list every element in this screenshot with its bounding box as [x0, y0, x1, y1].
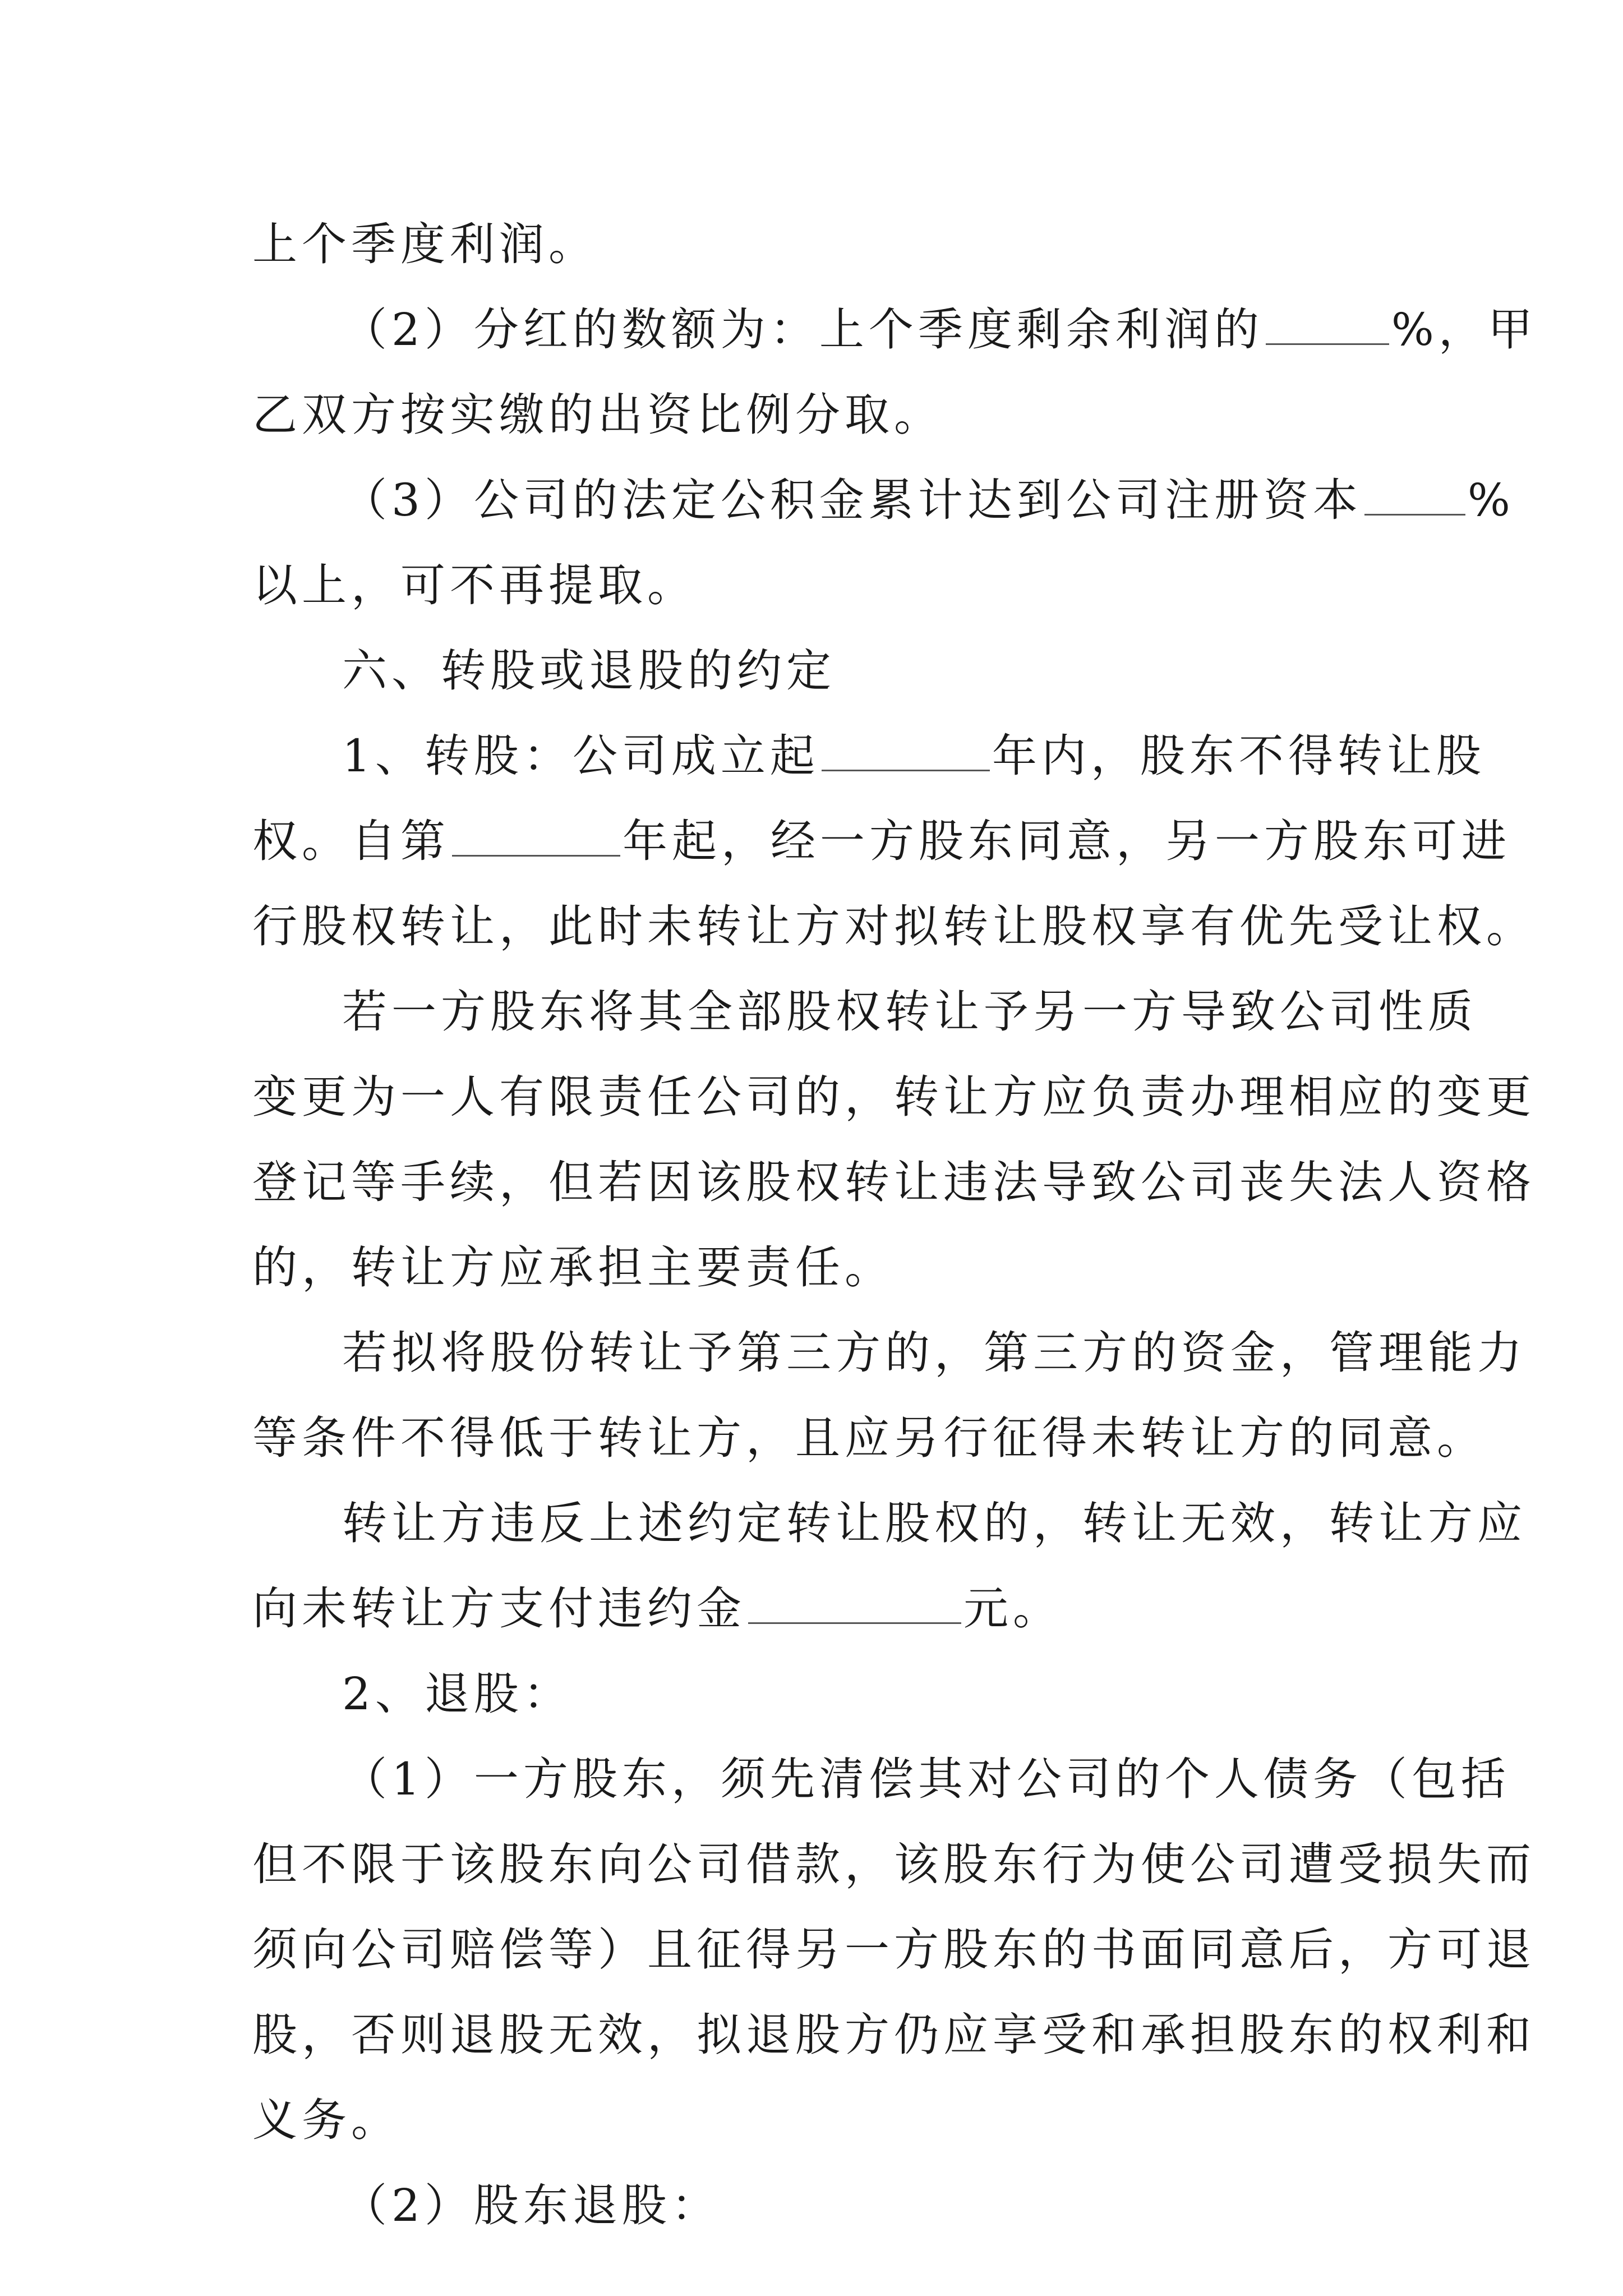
text-segment: （3）公司的法定公积金累计达到公司注册资本	[342, 474, 1362, 526]
text-line: 若拟将股份转让予第三方的，第三方的资金，管理能力	[342, 1327, 1527, 1379]
fill-blank[interactable]	[748, 1586, 961, 1624]
text-line: 义务。	[252, 2094, 400, 2146]
paragraph-share-transfer	[252, 714, 1486, 799]
text-line	[252, 799, 1511, 884]
text-line: 但不限于该股东向公司借款，该股东行为使公司遭受损失而	[252, 1838, 1536, 1890]
text-line: 的，转让方应承担主要责任。	[252, 1241, 894, 1294]
fill-blank[interactable]	[822, 734, 990, 771]
fill-blank[interactable]	[1364, 478, 1465, 516]
text-line: 股，否则退股无效，拟退股方仍应享受和承担股东的权利和	[252, 2009, 1536, 2061]
text-segment: 1、转股：公司成立起	[342, 730, 819, 782]
text-line: 以上，可不再提取。	[252, 559, 697, 611]
text-line: 行股权转让，此时未转让方对拟转让股权享有优先受让权。	[252, 900, 1536, 953]
text-line: 变更为一人有限责任公司的，转让方应负责办理相应的变更	[252, 1071, 1536, 1123]
text-line: 须向公司赔偿等）且征得另一方股东的书面同意后，方可退	[252, 1924, 1536, 1976]
paragraph-reserve-fund	[252, 458, 1515, 543]
fill-blank[interactable]	[1266, 307, 1389, 345]
text-line	[252, 1566, 1385, 1651]
text-segment: %	[1467, 474, 1515, 526]
section-subheading: 2、退股：	[342, 1668, 573, 1720]
text-segment: 年起，经一方股东同意，另一方股东可进	[623, 815, 1511, 867]
fill-blank[interactable]	[452, 819, 620, 857]
text-line: 上个季度利润。	[252, 218, 598, 270]
text-segment: %，甲	[1391, 303, 1537, 356]
text-line: 转让方违反上述约定转让股权的，转让无效，转让方应	[342, 1497, 1527, 1549]
text-segment: （2）分红的数额为：上个季度剩余利润的	[342, 303, 1264, 356]
section-heading: 六、转股或退股的约定	[342, 645, 836, 697]
text-line: 登记等手续，但若因该股权转让违法导致公司丧失法人资格	[252, 1156, 1536, 1208]
text-segment: 权。自第	[252, 815, 450, 867]
text-line: （1）一方股东，须先清偿其对公司的个人债务（包括	[342, 1753, 1510, 1805]
text-line: （2）股东退股：	[342, 2179, 721, 2231]
text-segment: 元。	[963, 1582, 1062, 1635]
text-segment: 向未转让方支付违约金	[252, 1582, 746, 1635]
text-line: 乙双方按实缴的出资比例分取。	[252, 389, 943, 441]
text-line: 等条件不得低于转让方，且应另行征得未转让方的同意。	[252, 1412, 1486, 1464]
text-segment: 年内，股东不得转让股	[992, 730, 1486, 782]
paragraph-dividend-amount	[252, 287, 1537, 372]
text-line: 若一方股东将其全部股权转让予另一方导致公司性质	[342, 986, 1477, 1038]
document-body	[252, 202, 1537, 2248]
